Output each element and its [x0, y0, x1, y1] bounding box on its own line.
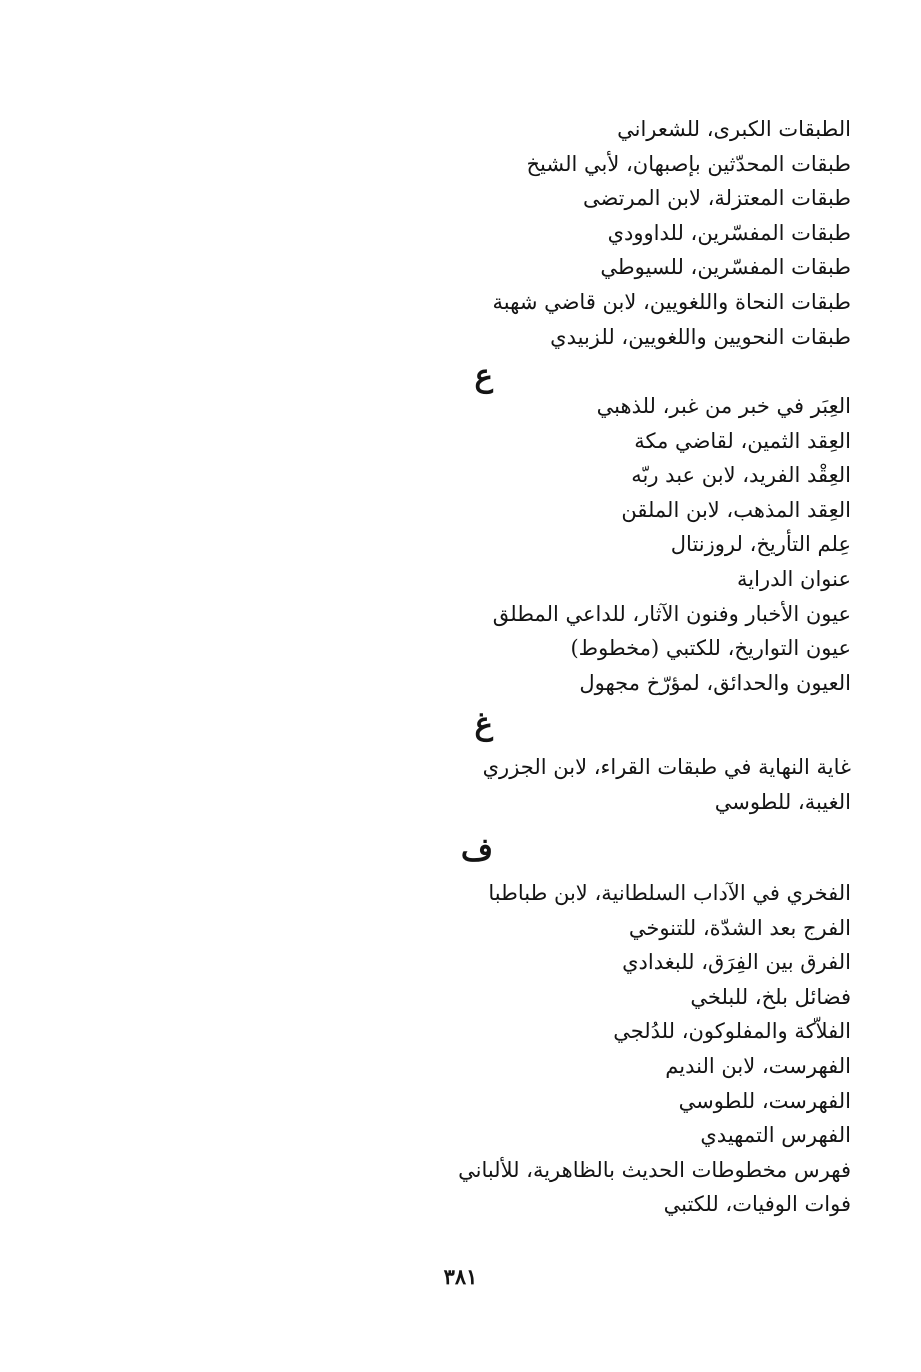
list-item: طبقات النحويين واللغويين، للزبيدي: [550, 324, 851, 349]
list-item: طبقات المعتزلة، لابن المرتضى: [582, 186, 851, 211]
list-item: الفهرست، لابن النديم: [665, 1053, 851, 1078]
list-item: الطبقات الكبرى، للشعراني: [617, 117, 851, 141]
list-item: العِقْد الفريد، لابن عبد ربّه: [631, 463, 851, 488]
section-letter-ain: ع: [474, 358, 493, 394]
list-item: عنوان الدراية: [737, 566, 851, 591]
list-item: طبقات النحاة واللغويين، لابن قاضي شهبة: [492, 289, 851, 314]
list-item: طبقات المفسّرين، للداوودي: [607, 220, 851, 245]
section-tabaqat-entries: [451, 112, 851, 354]
list-item: فوات الوفيات، للكتبي: [663, 1192, 851, 1217]
list-item: عيون التواريخ، للكتبي (مخطوط): [570, 636, 851, 661]
list-item: الفهرس التمهيدي: [700, 1123, 851, 1148]
list-item: فضائل بلخ، للبلخي: [690, 984, 851, 1009]
list-item: عيون الأخبار وفنون الآثار، للداعي المطلق: [492, 601, 851, 626]
list-item: الفلاّكة والمفلوكون، للدُلجي: [613, 1019, 851, 1044]
list-item: العيون والحدائق، لمؤرّخ مجهول: [579, 670, 851, 695]
section-letter-fa: ف: [460, 832, 493, 868]
list-item: فهرس مخطوطات الحديث بالظاهرية، للألباني: [458, 1157, 851, 1182]
list-item: طبقات المحدّثين بإصبهان، لأبي الشيخ: [526, 151, 851, 176]
section-letter-ghain: غ: [474, 706, 493, 742]
list-item: طبقات المفسّرين، للسيوطي: [600, 255, 851, 280]
list-item: العِقد الثمين، لقاضي مكة: [634, 428, 851, 453]
list-item: الفرج بعد الشدّة، للتنوخي: [628, 915, 851, 940]
list-item: غاية النهاية في طبقات القراء، لابن الجزري: [482, 755, 851, 779]
section-ain-entries: [451, 389, 851, 700]
list-item: الفهرست، للطوسي: [678, 1088, 851, 1113]
section-fa-entries: [451, 876, 851, 1222]
section-ghain-entries: [451, 750, 851, 819]
list-item: الفخري في الآداب السلطانية، لابن طباطبا: [488, 881, 851, 905]
list-item: العِبَر في خبر من غبر، للذهبي: [596, 394, 851, 418]
list-item: الفرق بين الفِرَق، للبغدادي: [622, 950, 851, 975]
page-number: ٣٨١: [443, 1264, 478, 1289]
list-item: عِلم التأريخ، لروزنتال: [670, 532, 851, 557]
list-item: الغيبة، للطوسي: [714, 789, 851, 814]
list-item: العِقد المذهب، لابن الملقن: [621, 497, 851, 522]
